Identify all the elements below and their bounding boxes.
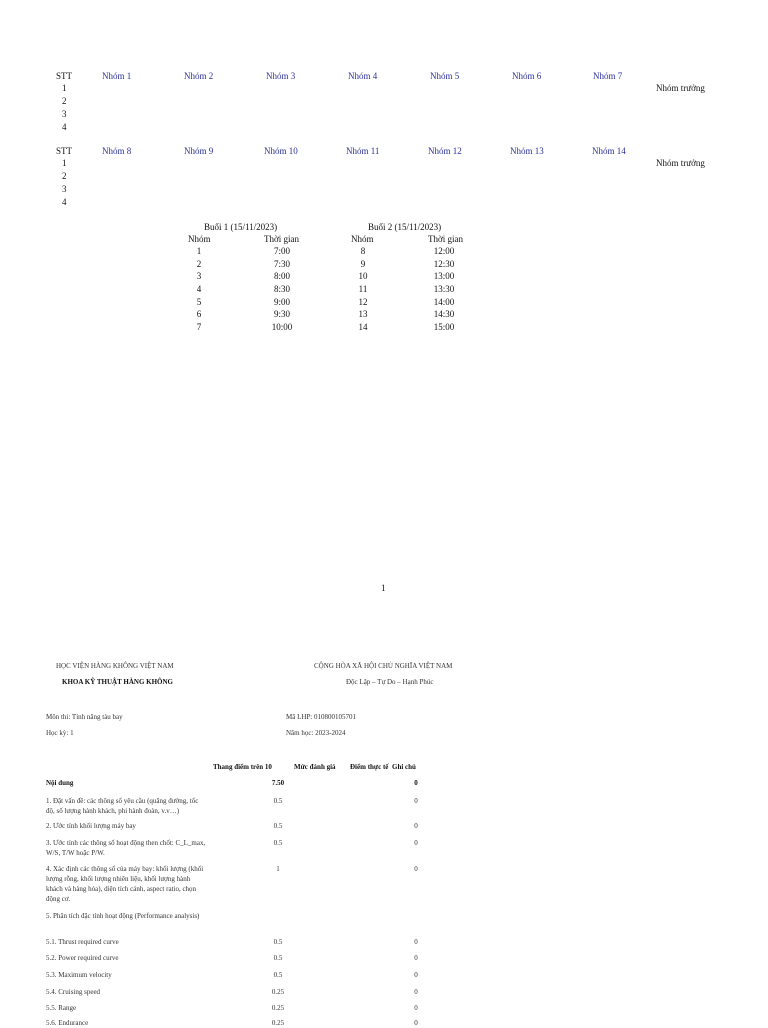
subject-line: Môn thi: Tính năng tàu bay bbox=[46, 713, 123, 721]
schedule-time: 9:30 bbox=[273, 309, 290, 319]
schedule-time: 14:00 bbox=[433, 297, 455, 307]
schedule-time: 13:30 bbox=[433, 284, 455, 294]
schedule-group: 7 bbox=[196, 322, 202, 332]
content-header: Nội dung bbox=[46, 779, 74, 787]
row-number: 4 bbox=[62, 122, 67, 132]
criterion-text: 5. Phân tích đặc tính hoạt động (Performance analysis) bbox=[46, 912, 200, 920]
criterion-text: 5.1. Thrust required curve bbox=[46, 938, 119, 946]
col-group-header: Nhóm bbox=[188, 234, 211, 244]
criterion-scale: 0.5 bbox=[273, 971, 283, 979]
criterion-text: 5.6. Endurance bbox=[46, 1019, 89, 1027]
schedule-time: 7:30 bbox=[273, 259, 290, 269]
header-note: Ghi chú bbox=[392, 763, 416, 771]
content-total: 7.50 bbox=[271, 779, 285, 787]
schedule-time: 8:30 bbox=[273, 284, 290, 294]
schedule-group: 12 bbox=[358, 297, 368, 307]
leader-label: Nhóm trưởng bbox=[656, 158, 705, 168]
group-header: Nhóm 6 bbox=[512, 71, 542, 81]
criterion-text: 5.5. Range bbox=[46, 1004, 77, 1012]
group-header: Nhóm 12 bbox=[428, 146, 462, 156]
content-actual: 0 bbox=[414, 779, 418, 787]
schedule-group: 13 bbox=[358, 309, 368, 319]
group-header: Nhóm 2 bbox=[184, 71, 214, 81]
institute-name: HỌC VIỆN HÀNG KHÔNG VIỆT NAM bbox=[56, 662, 174, 670]
stt-header: STT bbox=[56, 71, 73, 81]
row-number: 4 bbox=[62, 197, 67, 207]
col-group-header: Nhóm bbox=[351, 234, 374, 244]
class-code-line: Mã LHP: 010800105701 bbox=[286, 713, 356, 721]
criterion-actual: 0 bbox=[414, 988, 418, 996]
schedule-group: 14 bbox=[358, 322, 368, 332]
row-number: 1 bbox=[62, 83, 67, 93]
schedule-group: 10 bbox=[358, 271, 368, 281]
header-actual: Điểm thực tế bbox=[350, 763, 389, 771]
schedule-group: 6 bbox=[196, 309, 202, 319]
leader-label: Nhóm trưởng bbox=[656, 83, 705, 93]
stt-header: STT bbox=[56, 146, 73, 156]
criterion-actual: 0 bbox=[414, 1004, 418, 1012]
criterion-actual: 0 bbox=[414, 822, 418, 830]
criterion-text: 5.3. Maximum velocity bbox=[46, 971, 112, 979]
criterion-scale: 0.5 bbox=[273, 822, 283, 830]
schedule-group: 3 bbox=[196, 271, 202, 281]
row-number: 3 bbox=[62, 109, 67, 119]
schedule-time: 9:00 bbox=[273, 297, 290, 307]
semester-line: Học kỳ: 1 bbox=[46, 729, 74, 737]
criterion-scale: 0.25 bbox=[271, 988, 285, 996]
schedule-time: 13:00 bbox=[433, 271, 455, 281]
row-number: 3 bbox=[62, 184, 67, 194]
col-time-header: Thời gian bbox=[428, 234, 464, 244]
header-scale: Thang điểm trên 10 bbox=[213, 763, 272, 771]
group-header: Nhóm 5 bbox=[430, 71, 460, 81]
schedule-group: 9 bbox=[360, 259, 366, 269]
row-number: 1 bbox=[62, 158, 67, 168]
criterion-scale: 0.25 bbox=[271, 1004, 285, 1012]
criterion-text: 3. Ước tính các thông số hoạt động then chốt: C_L_max, W/S, T/W hoặc P/W. bbox=[46, 839, 206, 857]
criterion-text: 5.4. Cruising speed bbox=[46, 988, 101, 996]
group-header: Nhóm 4 bbox=[348, 71, 378, 81]
schedule-time: 10:00 bbox=[271, 322, 293, 332]
schedule-group: 8 bbox=[360, 246, 366, 256]
criterion-text: 2. Ước tính khối lượng máy bay bbox=[46, 822, 136, 830]
schedule-time: 12:30 bbox=[433, 259, 455, 269]
row-number: 2 bbox=[62, 171, 67, 181]
schedule-group: 5 bbox=[196, 297, 202, 307]
col-time-header: Thời gian bbox=[264, 234, 300, 244]
criterion-scale: 0.5 bbox=[273, 797, 283, 805]
schedule-group: 1 bbox=[196, 246, 202, 256]
group-header: Nhóm 14 bbox=[592, 146, 626, 156]
schedule-time: 12:00 bbox=[433, 246, 455, 256]
criterion-scale: 0.25 bbox=[271, 1019, 285, 1027]
faculty-name: KHOA KỸ THUẬT HÀNG KHÔNG bbox=[62, 678, 173, 686]
republic-title: CỘNG HÒA XÃ HỘI CHỦ NGHĨA VIỆT NAM bbox=[314, 662, 453, 670]
schedule-group: 2 bbox=[196, 259, 202, 269]
schedule-group: 4 bbox=[196, 284, 202, 294]
schedule-time: 14:30 bbox=[433, 309, 455, 319]
criterion-scale: 0.5 bbox=[273, 954, 283, 962]
criterion-actual: 0 bbox=[414, 1019, 418, 1027]
criterion-actual: 0 bbox=[414, 865, 418, 873]
page-number: 1 bbox=[381, 583, 386, 593]
criterion-scale: 0.5 bbox=[273, 938, 283, 946]
schedule-time: 8:00 bbox=[273, 271, 290, 281]
schedule-time: 7:00 bbox=[273, 246, 290, 256]
criterion-text: 4. Xác định các thông số của máy bay: khối lượng (khối lượng rỗng, khối lượng nhiên liệu, khối lượng hành khách và hàng hóa), diện tích cánh, aspect ratio, chọn động cơ. bbox=[46, 865, 204, 903]
schedule-time: 15:00 bbox=[433, 322, 455, 332]
group-header: Nhóm 10 bbox=[264, 146, 298, 156]
session-1-title: Buổi 1 (15/11/2023) bbox=[204, 222, 278, 232]
group-header: Nhóm 8 bbox=[102, 146, 132, 156]
criterion-text: 1. Đặt vấn đề: các thông số yêu cầu (quãng đường, tốc độ, số lượng hành khách, phi hành đoàn, v.v…) bbox=[46, 797, 199, 815]
criterion-actual: 0 bbox=[414, 954, 418, 962]
group-header: Nhóm 1 bbox=[102, 71, 132, 81]
schedule-group: 11 bbox=[358, 284, 368, 294]
header-level: Mức đánh giá bbox=[294, 763, 336, 771]
session-2-title: Buổi 2 (15/11/2023) bbox=[368, 222, 442, 232]
criterion-text: 5.2. Power required curve bbox=[46, 954, 119, 962]
criterion-actual: 0 bbox=[414, 938, 418, 946]
group-header: Nhóm 9 bbox=[184, 146, 214, 156]
criterion-actual: 0 bbox=[414, 797, 418, 805]
group-header: Nhóm 3 bbox=[266, 71, 296, 81]
year-line: Năm học: 2023-2024 bbox=[286, 729, 346, 737]
criterion-actual: 0 bbox=[414, 971, 418, 979]
group-header: Nhóm 7 bbox=[593, 71, 623, 81]
criterion-scale: 0.5 bbox=[273, 839, 283, 847]
group-header: Nhóm 13 bbox=[510, 146, 544, 156]
national-motto: Độc Lập – Tự Do – Hạnh Phúc bbox=[346, 678, 434, 686]
row-number: 2 bbox=[62, 96, 67, 106]
group-header: Nhóm 11 bbox=[346, 146, 380, 156]
criterion-scale: 1 bbox=[276, 865, 280, 873]
criterion-actual: 0 bbox=[414, 839, 418, 847]
